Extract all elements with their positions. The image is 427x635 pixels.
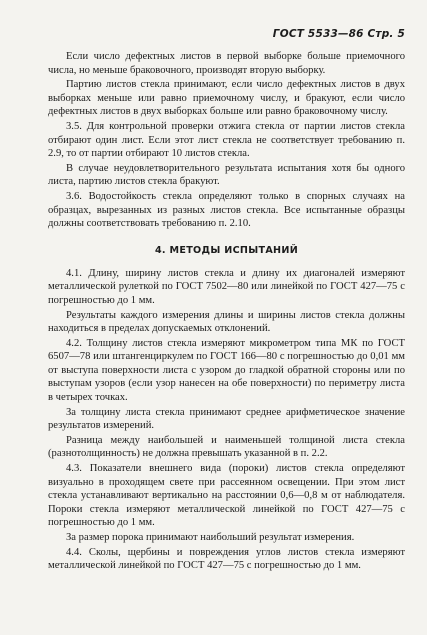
paragraph: Если число дефектных листов в первой выборке больше приемочного числа, но меньше браковочного, производят вторую выборку. bbox=[48, 51, 405, 76]
paragraph: Разница между наибольшей и наименьшей толщиной листа стекла (разнотолщинность) не должна превышать указанной в п. 2.2. bbox=[48, 434, 405, 460]
paragraph: 3.6. Водостойкость стекла определяют только в спорных случаях на образцах, вырезанных из разных листов стекла. Все испытанные образцы должны соответствовать требованию п. 2.10. bbox=[48, 190, 405, 230]
paragraph: Партию листов стекла принимают, если число дефектных листов в двух выборках меньше или равно приемочному числу, и бракуют, если число дефектных листов в двух выборках больше или равно браковочному числу. bbox=[48, 79, 405, 118]
document-body bbox=[48, 50, 405, 573]
section-title: 4. МЕТОДЫ ИСПЫТАНИЙ bbox=[154, 244, 299, 256]
paragraph: 4.1. Длину, ширину листов стекла и длину их диагоналей измеряют металлической рулеткой по ГОСТ 7502—80 или линейкой по ГОСТ 427—75 с погрешностью до 1 мм. bbox=[48, 267, 405, 306]
paragraph: 4.3. Показатели внешнего вида (пороки) листов стекла определяют визуально в проходящем свете при рассеянном освещении. При этом лист стекла устанавливают вертикально на расстоянии 0,6—0,8 м от наблюдателя. Пороки стекла измеряют металлической линейкой по ГОСТ 427—75 с погрешностью до 1 мм. bbox=[48, 463, 405, 529]
paragraph: В случае неудовлетворительного результата испытания хотя бы одного листа, партию листов стекла бракуют. bbox=[48, 162, 405, 188]
paragraph: 4.2. Толщину листов стекла измеряют микрометром типа МК по ГОСТ 6507—78 или штангенциркулем по ГОСТ 166—80 с погрешностью до 0,01 мм от выступа поверхности листа с узором до гладкой обратной стороны или по выступам узоров (если узор нанесен на обе поверхности) по периметру листа в четырех точках. bbox=[48, 337, 405, 404]
paragraph: 3.5. Для контрольной проверки отжига стекла от партии листов стекла отбирают один лист. Если этот лист стекла не соответствует требованию п. 2.9, то от партии отбирают 10 листов стекла. bbox=[48, 120, 405, 160]
paragraph: 4.4. Сколы, щербины и повреждения углов листов стекла измеряют металлической линейкой по ГОСТ 427—75 с погрешностью до 1 мм. bbox=[48, 546, 405, 572]
paragraph: За толщину листа стекла принимают среднее арифметическое значение результатов измерений. bbox=[48, 406, 405, 432]
paragraph: Результаты каждого измерения длины и ширины листов стекла должны находиться в пределах допускаемых отклонений. bbox=[48, 309, 405, 335]
page-header: ГОСТ 5533—86 Стр. 5 bbox=[272, 28, 405, 40]
paragraph: За размер порока принимают наибольший результат измерения. bbox=[66, 532, 355, 543]
